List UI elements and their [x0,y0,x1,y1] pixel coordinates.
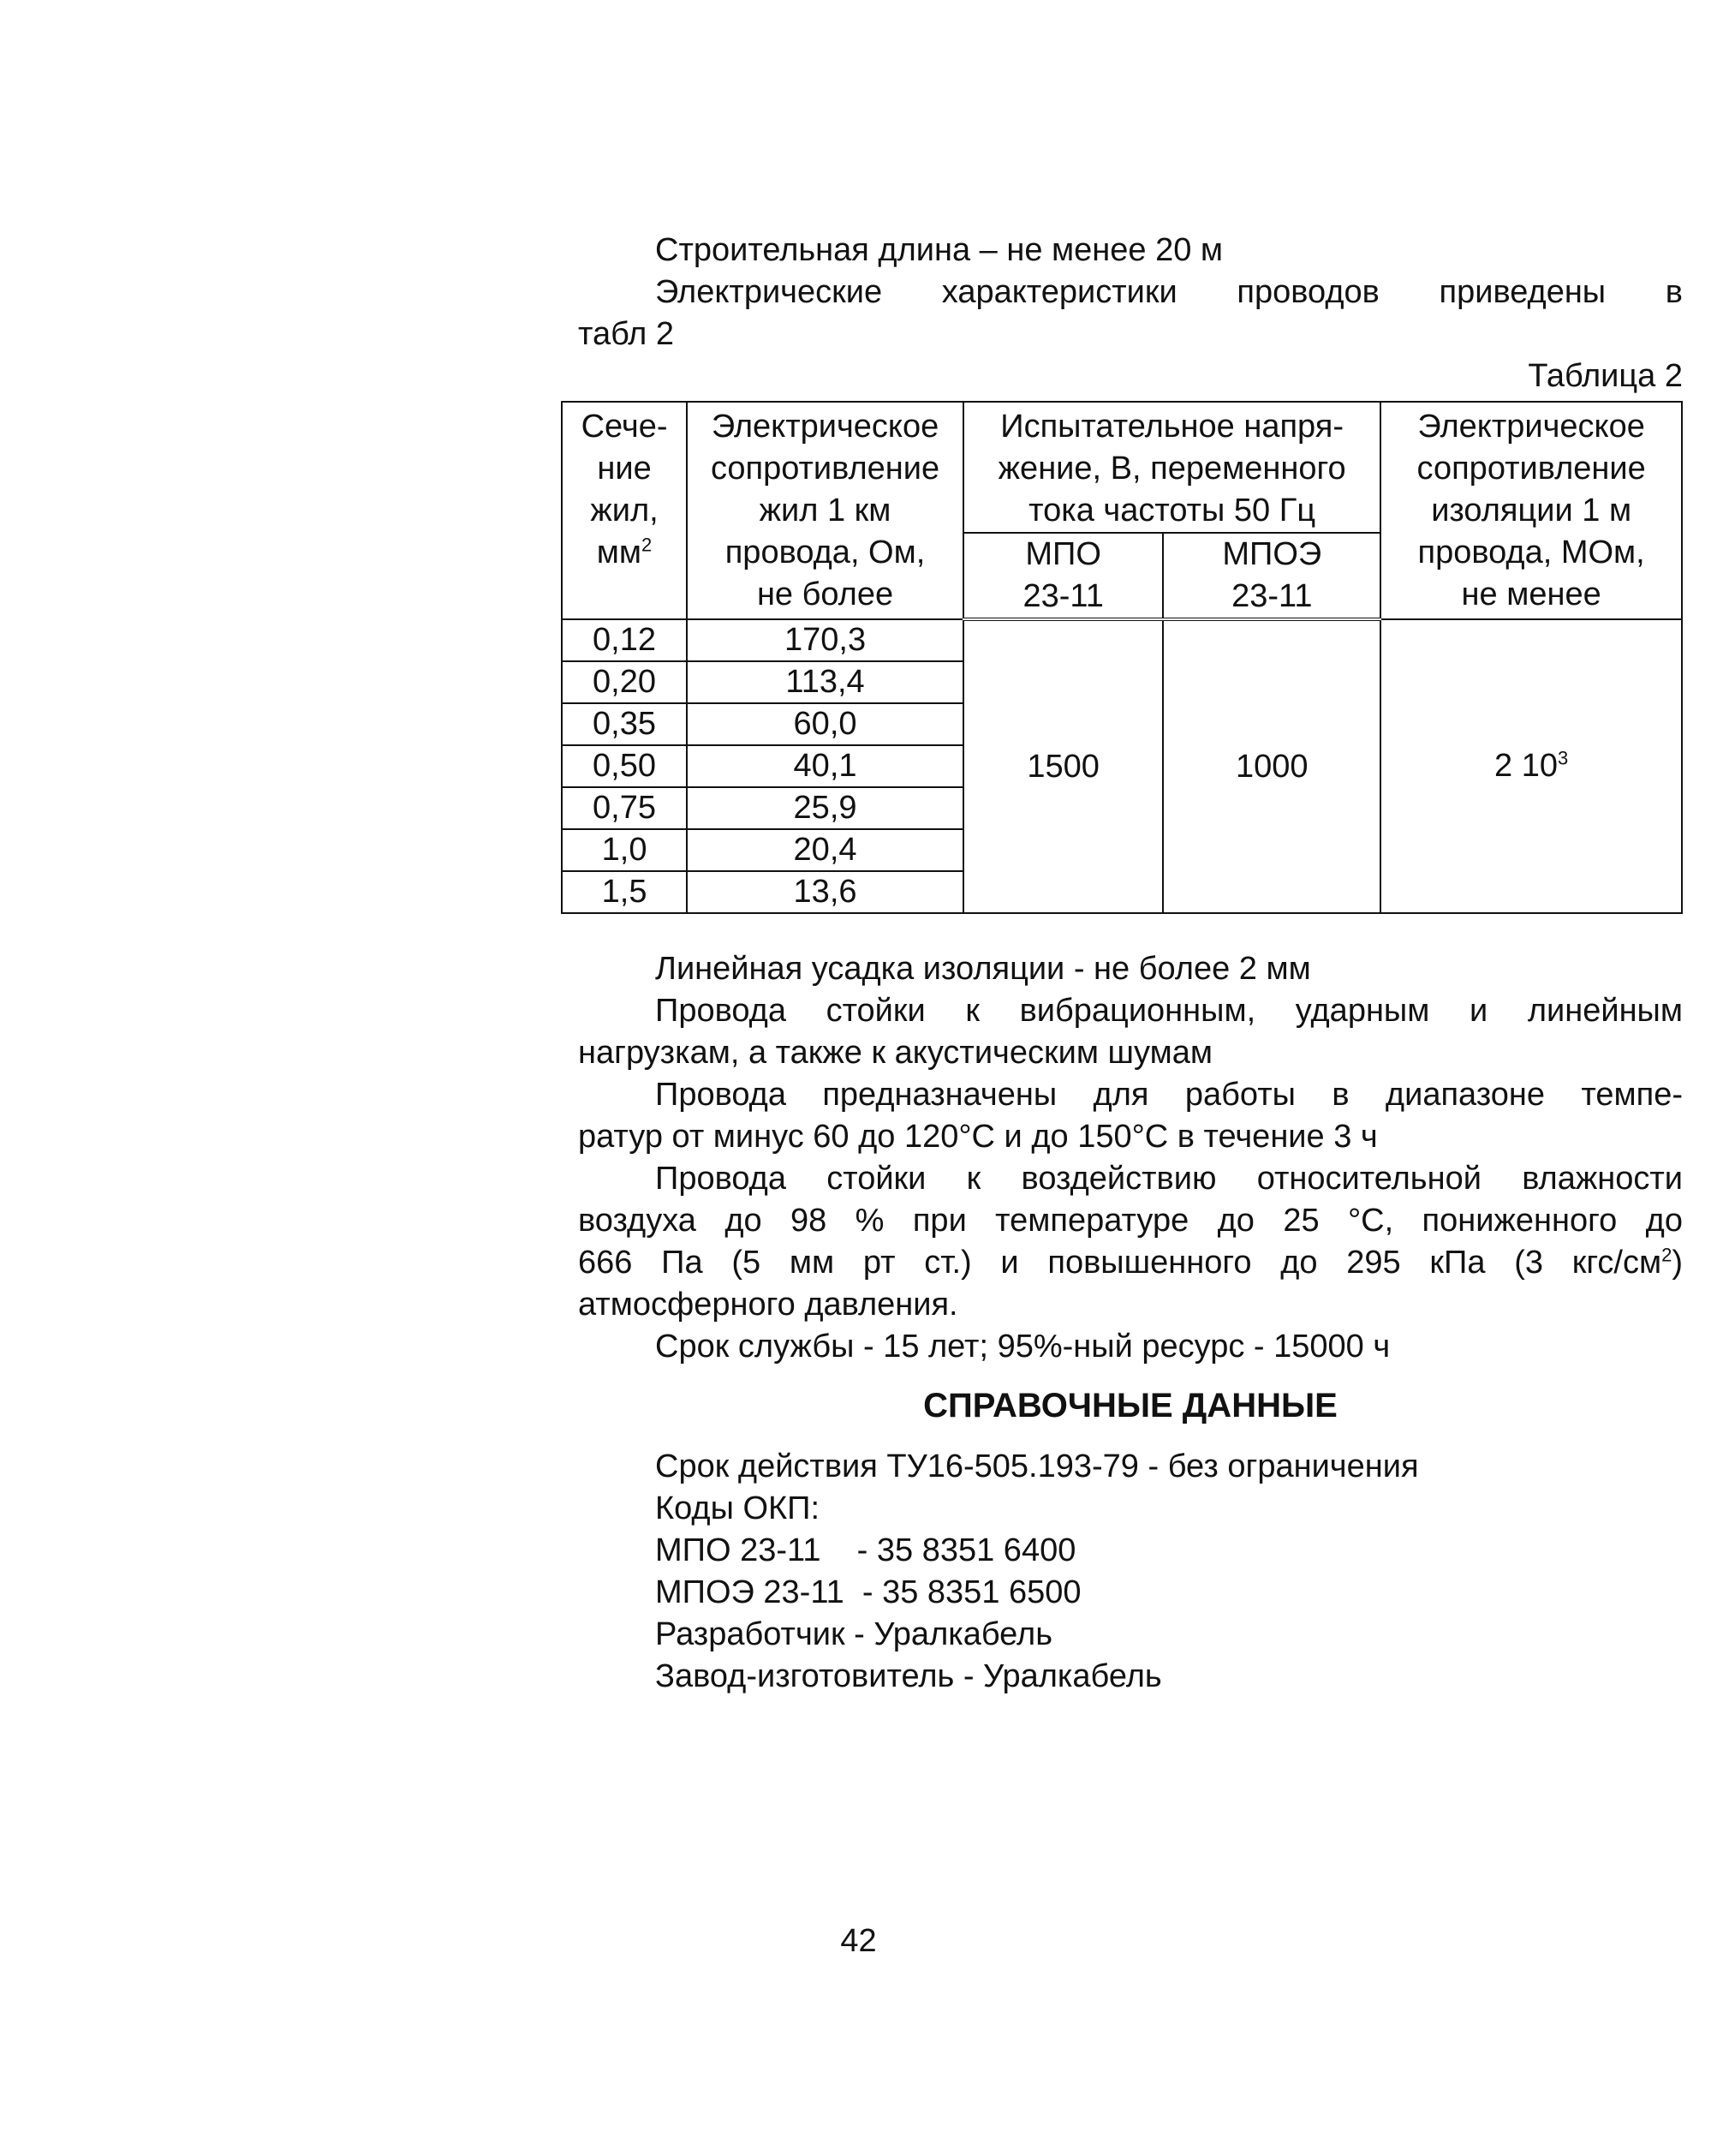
vibration-resistance-line1: Провода стойки к вибрационным, ударным и линейным [655,993,1683,1029]
construction-length: Строительная длина – не менее 20 м [655,232,1224,268]
cell-section: 0,35 [562,703,687,745]
electrical-characteristics-ref: табл 2 [578,316,675,352]
header-mpoe: МПОЭ 23-11 [1163,533,1380,619]
cell-section: 0,75 [562,787,687,829]
cell-section: 0,50 [562,745,687,787]
cell-section: 1,0 [562,829,687,871]
cell-resistance: 113,4 [687,661,963,703]
okp-code-mpoe: МПОЭ 23-11 - 35 8351 6500 [655,1574,1082,1610]
validity-period: Срок действия ТУ16-505.193-79 - без ограничения [655,1448,1419,1484]
cell-section: 0,12 [562,619,687,661]
cell-insulation: 2 $10^3$ [1380,619,1682,913]
header-section: Сече- ние жил, $мм^2$ [562,402,687,619]
okp-codes-label: Коды ОКП: [655,1490,820,1526]
cell-mpoe-voltage: 1000 [1163,619,1380,913]
table-row [562,619,1682,661]
table-caption: Таблица 2 [1528,358,1683,394]
humidity-line1: Провода стойки к воздействию относительной влажности [655,1161,1683,1197]
cell-resistance: 25,9 [687,787,963,829]
electrical-characteristics-line: Электрические характеристики проводов приведены в [655,274,1683,310]
header-test-voltage: Испытательное напря- жение, В, переменного тока частоты 50 Гц [963,402,1380,533]
manufacturer: Завод-изготовитель - Уралкабель [655,1658,1162,1694]
document-page [578,230,1683,1698]
temperature-range-line2: ратур от минус 60 до 120°С и до 150°С в течение 3 ч [578,1119,1378,1155]
humidity-line3: 666 Па (5 мм рт ст.) и повышенного до 295 кПа (3 кгс/$см^2$) [578,1244,1683,1281]
temperature-range-line1: Провода предназначены для работы в диапазоне темпе- [655,1077,1683,1113]
insulation-shrinkage: Линейная усадка изоляции - не более 2 мм [655,951,1311,987]
humidity-line4: атмосферного давления. [578,1287,958,1323]
cell-resistance: 40,1 [687,745,963,787]
service-life: Срок службы - 15 лет; 95%-ный ресурс - 15000 ч [655,1329,1391,1365]
cell-resistance: 60,0 [687,703,963,745]
page-number: 42 [840,1923,877,1959]
vibration-resistance-line2: нагрузкам, а также к акустическим шумам [578,1035,1213,1071]
cell-resistance: 13,6 [687,871,963,913]
header-mpo: МПО 23-11 [963,533,1163,619]
cell-resistance: 20,4 [687,829,963,871]
header-resistance: Электрическое сопротивление жил 1 км провода, Ом, не более [687,402,963,619]
reference-heading: СПРАВОЧНЫЕ ДАННЫЕ [923,1387,1338,1424]
cell-section: 0,20 [562,661,687,703]
humidity-line2: воздуха до 98 % при температуре до 25 °С, пониженного до [578,1203,1683,1239]
header-insulation: Электрическое сопротивление изоляции 1 м провода, МОм, не менее [1380,402,1682,619]
cell-mpo-voltage: 1500 [963,619,1163,913]
cell-resistance: 170,3 [687,619,963,661]
okp-code-mpo: МПО 23-11 - 35 8351 6400 [655,1532,1076,1568]
developer: Разработчик - Уралкабель [655,1616,1053,1652]
cell-section: 1,5 [562,871,687,913]
specs-table [561,401,1683,914]
